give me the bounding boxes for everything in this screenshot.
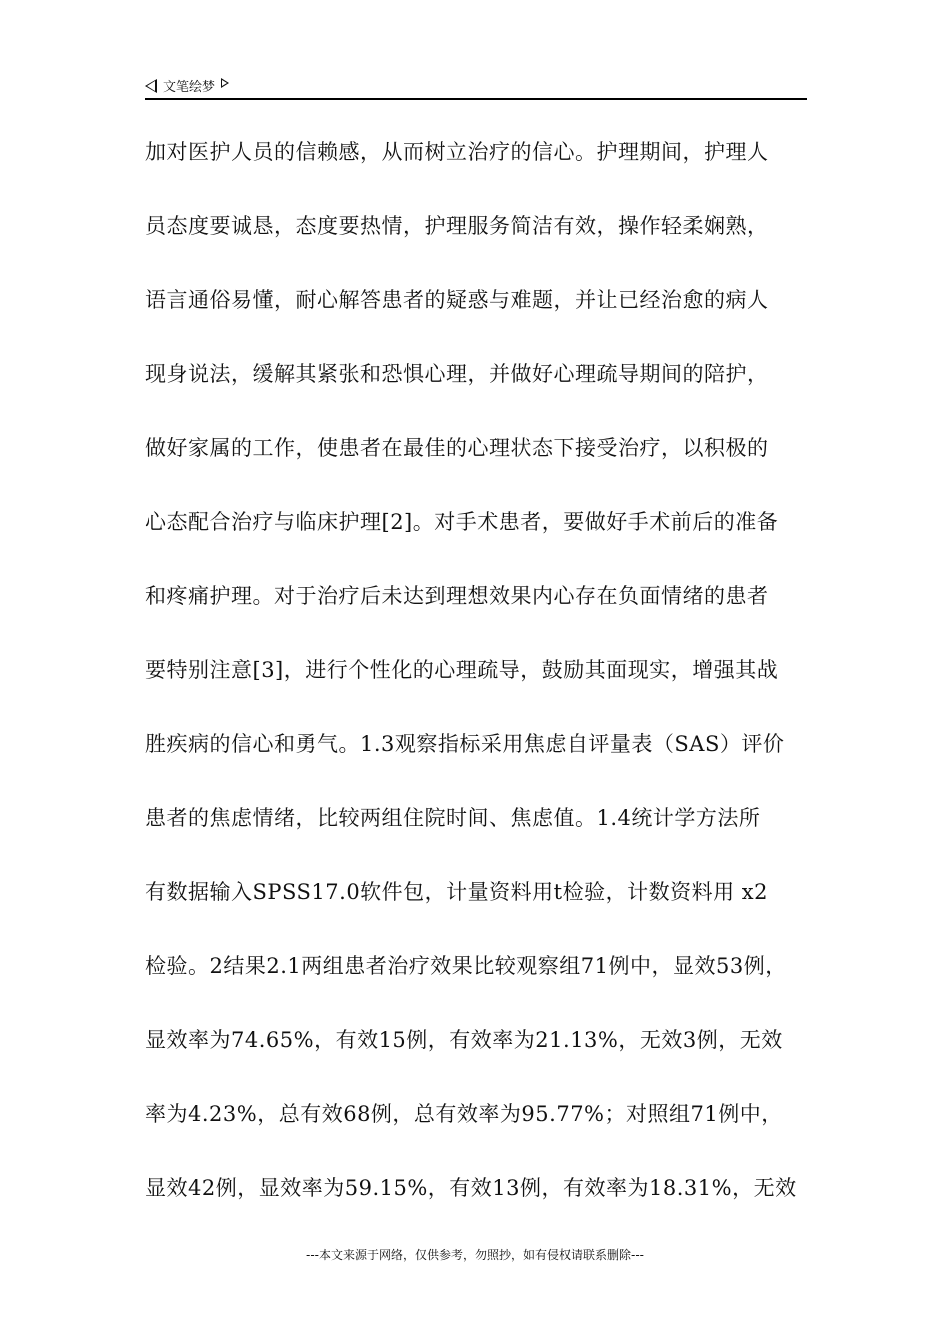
text-line: 现身说法，缓解其紧张和恐惧心理，并做好心理疏导期间的陪护， [145,362,769,386]
text-line: 显效42例，显效率为59.15%，有效13例，有效率为18.31%，无效 [145,1176,797,1200]
triangle-left-icon [145,79,157,93]
text-line: 语言通俗易懂，耐心解答患者的疑惑与难题，并让已经治愈的病人 [145,288,769,312]
text-line: 检验。2结果2.1两组患者治疗效果比较观察组71例中，显效53例， [145,954,787,978]
page-header [145,72,807,100]
text-line: 显效率为74.65%，有效15例，有效率为21.13%，无效3例，无效 [145,1028,783,1052]
header-title: 文笔绘梦 [163,80,216,95]
text-line: 有数据输入SPSS17.0软件包，计量资料用t检验，计数资料用 x2 [145,880,768,904]
text-line: 加对医护人员的信赖感，从而树立治疗的信心。护理期间，护理人 [145,140,769,164]
text-line: 患者的焦虑情绪，比较两组住院时间、焦虑值。1.4统计学方法所 [145,806,761,830]
text-line: 做好家属的工作，使患者在最佳的心理状态下接受治疗，以积极的 [145,436,769,460]
header-content [145,76,229,95]
triangle-right-icon [221,78,229,88]
text-line: 率为4.23%，总有效68例，总有效率为95.77%；对照组71例中， [145,1102,783,1126]
text-line: 要特别注意[3]，进行个性化的心理疏导，鼓励其面现实，增强其战 [145,658,779,682]
body-text [145,132,835,1242]
page-footer: ---本文来源于网络，仅供参考，勿照抄，如有侵权请联系删除--- [306,1248,644,1262]
text-line: 员态度要诚恳，态度要热情，护理服务简洁有效，操作轻柔娴熟， [145,214,769,238]
text-line: 胜疾病的信心和勇气。1.3观察指标采用焦虑自评量表（SAS）评价 [145,732,785,756]
text-line: 心态配合治疗与临床护理[2]。对手术患者，要做好手术前后的准备 [145,510,779,534]
text-line: 和疼痛护理。对于治疗后未达到理想效果内心存在负面情绪的患者 [145,584,769,608]
